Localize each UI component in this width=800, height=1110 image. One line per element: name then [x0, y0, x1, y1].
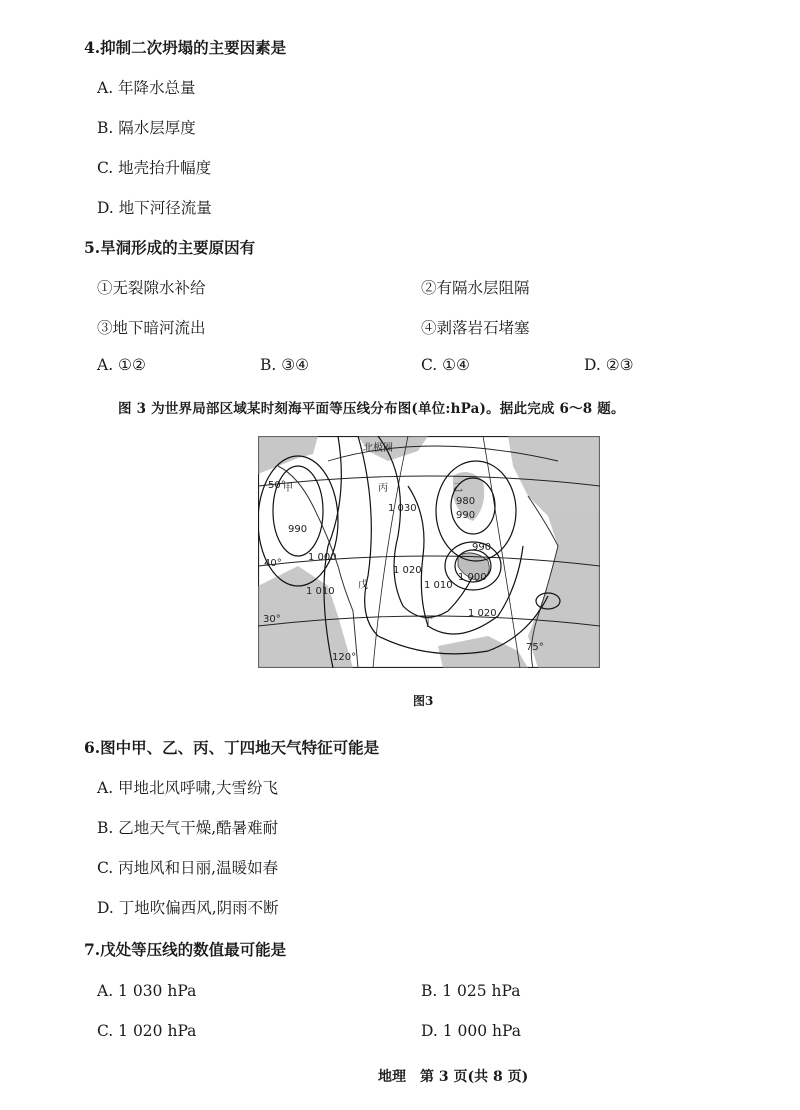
wu-label: 戊 [358, 580, 368, 591]
isobar-990-west: 990 [288, 524, 308, 535]
figure-caption: 图 3 为世界局部区域某时刻海平面等压线分布图(单位:hPa)。据此完成 6～8 题。 [118, 401, 625, 417]
isobar-980: 980 [456, 496, 476, 507]
lat-40-label: 40° [264, 558, 282, 569]
q5-statement-3: ③地下暗河流出 [97, 319, 206, 337]
isobar-1020-east: 1 020 [468, 608, 497, 619]
q4-option-a[interactable]: A. 年降水总量 [97, 79, 196, 97]
arctic-circle-label: 北极圈 [363, 443, 393, 454]
isobar-1020-center: 1 020 [393, 565, 422, 576]
question-7-stem: 7.戊处等压线的数值最可能是 [84, 940, 287, 959]
q5-statement-1: ①无裂隙水补给 [97, 279, 206, 297]
figure-label: 图3 [413, 694, 434, 708]
q4-option-c[interactable]: C. 地壳抬升幅度 [97, 159, 212, 177]
isobar-990-lakes: 990 [472, 542, 492, 553]
q5-statement-4: ④剥落岩石堵塞 [421, 319, 530, 337]
lat-50-label: 50° [268, 480, 286, 491]
q5-option-a[interactable]: A. ①② [97, 356, 146, 374]
question-4-stem: 4.抑制二次坍塌的主要因素是 [84, 38, 287, 57]
ding-label: 丁 [423, 618, 433, 629]
isobar-1010-center: 1 010 [424, 580, 453, 591]
lat-30-label: 30° [263, 614, 281, 625]
isobar-990-ne: 990 [456, 510, 476, 521]
lon-120-label: 120° [332, 652, 357, 663]
isobar-map [258, 436, 600, 668]
q7-option-a[interactable]: A. 1 030 hPa [97, 982, 197, 1000]
q7-option-c[interactable]: C. 1 020 hPa [97, 1022, 197, 1040]
q6-option-b[interactable]: B. 乙地天气干燥,酷暑难耐 [97, 819, 279, 837]
q4-option-d[interactable]: D. 地下河径流量 [97, 199, 212, 217]
q5-option-d[interactable]: D. ②③ [584, 356, 634, 374]
q5-statement-2: ②有隔水层阻隔 [421, 279, 530, 297]
lon-75-label: 75° [526, 642, 544, 653]
isobar-1030: 1 030 [388, 503, 417, 514]
question-5-stem: 5.旱洞形成的主要原因有 [84, 238, 256, 257]
jia-label: 甲 [283, 483, 293, 494]
q7-option-b[interactable]: B. 1 025 hPa [421, 982, 521, 1000]
isobar-1000-west: 1 000 [308, 552, 337, 563]
isobar-1000-lakes: 1 000 [458, 572, 487, 583]
q7-option-d[interactable]: D. 1 000 hPa [421, 1022, 521, 1040]
q6-option-d[interactable]: D. 丁地吹偏西风,阴雨不断 [97, 899, 279, 917]
yi-label: 乙 [453, 483, 463, 494]
question-6-stem: 6.图中甲、乙、丙、丁四地天气特征可能是 [84, 738, 380, 757]
q5-option-b[interactable]: B. ③④ [260, 356, 310, 374]
q6-option-a[interactable]: A. 甲地北风呼啸,大雪纷飞 [97, 779, 278, 797]
isobar-1010-west: 1 010 [306, 586, 335, 597]
q6-option-c[interactable]: C. 丙地风和日丽,温暖如春 [97, 859, 279, 877]
bing-label: 丙 [378, 483, 388, 494]
q5-option-c[interactable]: C. ①④ [421, 356, 470, 374]
page-footer: 地理 第 3 页(共 8 页) [378, 1069, 529, 1085]
q4-option-b[interactable]: B. 隔水层厚度 [97, 119, 196, 137]
